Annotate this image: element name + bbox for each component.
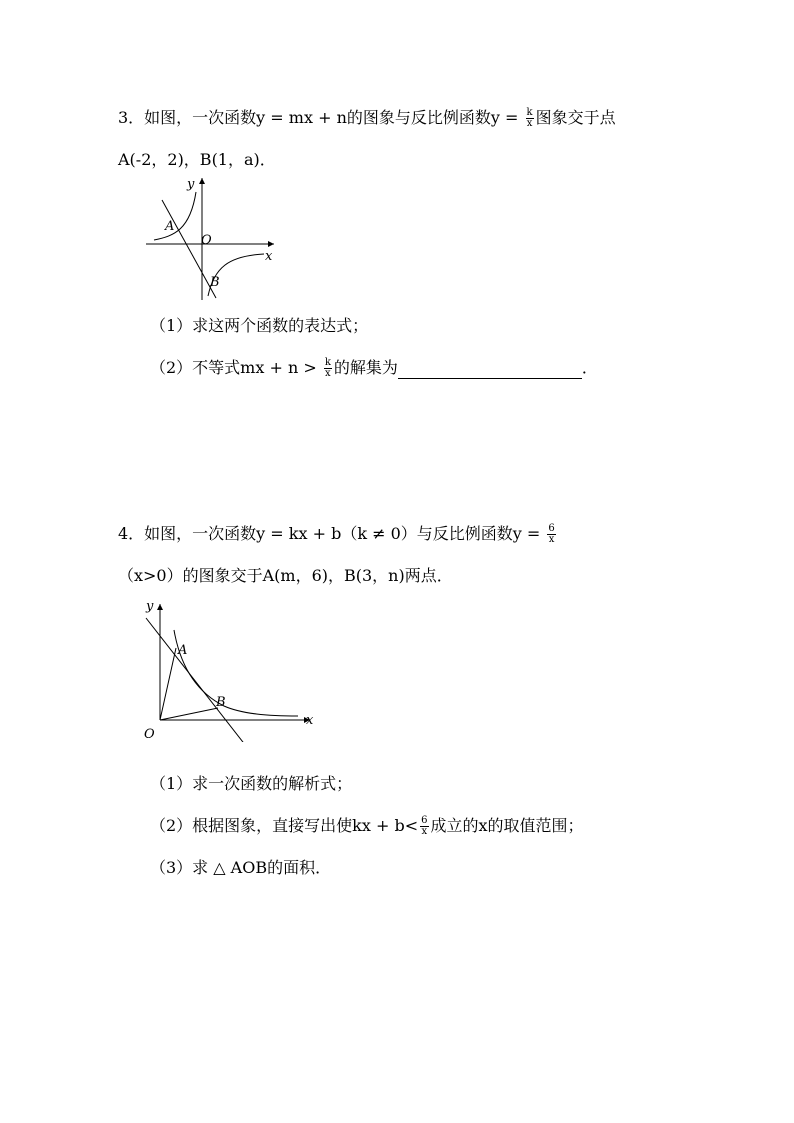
q3-answer-blank[interactable]	[398, 362, 582, 379]
q4-fraction-denominator: x	[548, 534, 555, 545]
q3-sub2	[150, 358, 598, 379]
q3-sub2-text: （2）不等式mx + n >	[150, 358, 322, 377]
q4-stem-line2: （x>0）的图象交于A(m，6)，B(3，n)两点．	[118, 566, 453, 585]
q3-x-arrow	[268, 241, 274, 247]
q3-point-a-label: A	[165, 219, 175, 234]
q4-origin-label: O	[144, 727, 155, 742]
q3-origin-label: O	[201, 233, 212, 248]
q4-sub1: （1）求一次函数的解析式；	[150, 774, 353, 793]
q3-fraction-numerator: k	[526, 107, 533, 118]
q3-sub2-fraction-numerator: k	[324, 357, 331, 368]
q3-point-b-label: B	[210, 275, 220, 290]
q3-fraction-denominator: x	[526, 118, 533, 129]
q3-sub2-text-suffix: 的解集为	[333, 358, 398, 377]
q4-stem-text: 4．如图，一次函数y = kx + b（k ≠ 0）与反比例函数y =	[118, 524, 546, 543]
q4-point-b-label: B	[216, 695, 226, 710]
q4-sub2-text: （2）根据图象，直接写出使kx + b<	[150, 816, 419, 835]
q3-linear-line	[162, 200, 216, 298]
q4-sub2-fraction-denominator: x	[421, 826, 428, 837]
q3-x-label: x	[265, 249, 273, 264]
q3-stem-text-end: 图象交于点	[535, 108, 616, 127]
q3-sub2-fraction	[324, 358, 332, 379]
q3-stem-line1	[118, 108, 616, 129]
q4-figure	[138, 596, 324, 742]
q3-stem-text: 3．如图，一次函数y = mx + n的图象与反比例函数y =	[118, 108, 524, 127]
q3-y-label: y	[187, 177, 195, 192]
q4-y-label: y	[146, 599, 154, 614]
q3-figure	[140, 172, 280, 304]
q4-sub2-fraction	[420, 816, 428, 837]
q3-hyperbola-left	[154, 192, 196, 240]
q3-sub2-end: ．	[581, 358, 598, 377]
q4-segment-oa	[160, 648, 176, 720]
q4-y-arrow	[157, 604, 163, 610]
q4-hyperbola	[174, 630, 298, 716]
q4-sub2-text-suffix: 成立的x的取值范围；	[430, 816, 584, 835]
q3-y-arrow	[199, 178, 205, 184]
q3-sub2-fraction-denominator: x	[325, 368, 331, 379]
q4-sub2-fraction-numerator: 6	[421, 815, 428, 826]
q4-sub3: （3）求 △ AOB的面积．	[150, 858, 332, 877]
q4-fraction-numerator: 6	[548, 523, 555, 534]
q4-stem-line1	[118, 524, 558, 545]
q4-point-a-label: A	[178, 643, 188, 658]
q3-sub1: （1）求这两个函数的表达式；	[150, 316, 369, 335]
q4-x-label: x	[306, 713, 314, 728]
q4-linear-line	[146, 618, 246, 742]
q4-fraction	[547, 524, 555, 545]
q3-stem-line2: A(-2，2)，B(1，a)．	[118, 150, 276, 169]
q3-fraction	[526, 108, 534, 129]
q4-sub2	[150, 816, 584, 837]
q4-segment-ob	[160, 708, 218, 720]
